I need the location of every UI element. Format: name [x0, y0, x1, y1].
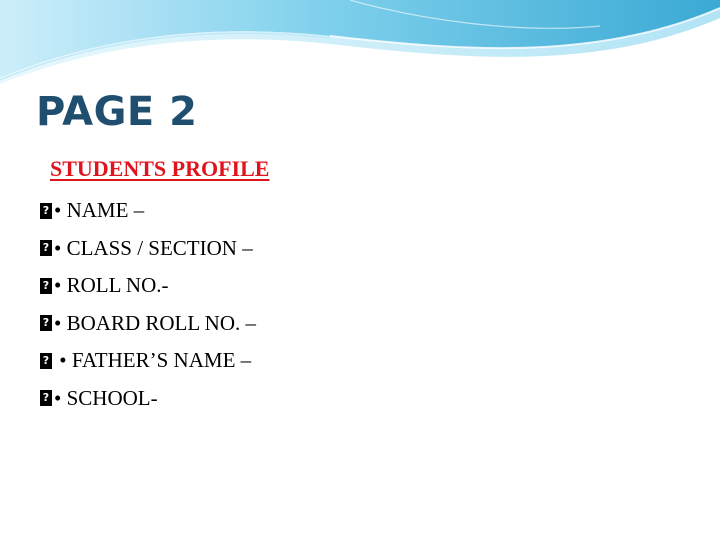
list-item [40, 192, 256, 230]
missing-glyph-icon [40, 203, 52, 219]
list-item [40, 380, 256, 418]
list-item [40, 305, 256, 343]
missing-glyph-icon [40, 240, 52, 256]
list-item-text: • FATHER’S NAME – [54, 348, 252, 372]
list-item-text: • ROLL NO.- [54, 273, 169, 297]
list-item-text: • BOARD ROLL NO. – [54, 310, 256, 335]
list-item-text: • NAME – [54, 198, 145, 222]
missing-glyph-icon [40, 390, 52, 406]
page-title: PAGE 2 [36, 89, 198, 135]
missing-glyph-icon [40, 315, 52, 331]
missing-glyph-icon [40, 278, 52, 294]
missing-glyph-icon [40, 353, 52, 369]
list-item [40, 342, 256, 380]
list-item-text: • SCHOOL- [54, 385, 158, 410]
list-item [40, 267, 256, 305]
list-item [40, 230, 256, 268]
list-item-text: • CLASS / SECTION – [54, 235, 253, 260]
profile-fields-list [40, 192, 256, 417]
students-profile-heading: STUDENTS PROFILE [50, 156, 270, 181]
header-wave-decoration [0, 0, 720, 90]
